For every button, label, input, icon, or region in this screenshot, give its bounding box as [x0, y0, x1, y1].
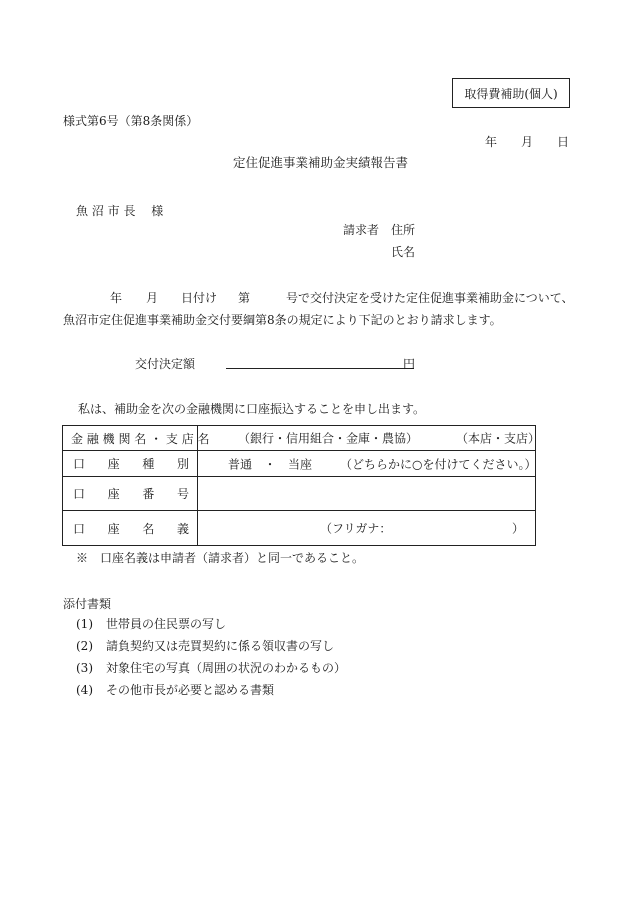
- label-char: 口: [73, 457, 86, 472]
- label-char: 口: [73, 487, 86, 502]
- account-type-value-cell[interactable]: [198, 451, 536, 476]
- label-char: 名: [142, 521, 155, 536]
- label-char: 種: [142, 457, 155, 472]
- account-number-value-cell[interactable]: [198, 476, 536, 511]
- body-number-prefix: 第: [238, 291, 251, 305]
- attachment-num: (4): [76, 683, 93, 697]
- body-line1-rest: 号で交付決定を受けた定住促進事業補助金について、: [286, 291, 574, 305]
- bank-name-row: [63, 426, 536, 451]
- furigana-close: ）: [512, 521, 525, 536]
- label-char: 号: [176, 487, 189, 502]
- attachment-num: (1): [76, 617, 93, 631]
- amount-input-line[interactable]: [226, 368, 414, 369]
- bank-types: （銀行・信用組合・金庫・農協）: [238, 431, 419, 446]
- bank-name-label: 金 融 機 関 名 ・ 支 店 名: [71, 431, 210, 446]
- date-day: 日: [557, 135, 570, 149]
- label-char: 座: [107, 487, 120, 502]
- address-label: 住所: [391, 223, 416, 237]
- bank-name-value-cell[interactable]: [198, 426, 541, 451]
- branch-types: （本店・支店）: [456, 431, 541, 446]
- account-holder-note: ※ 口座名義は申請者（請求者）と同一であること。: [76, 551, 365, 565]
- account-number-label: [63, 485, 197, 502]
- account-number-row: [63, 476, 536, 511]
- attachment-num: (2): [76, 639, 93, 653]
- account-type-label-cell: [63, 451, 198, 476]
- attachment-item: その他市長が必要と認める書類: [106, 683, 275, 697]
- date-month: 月: [521, 135, 534, 149]
- body-line2: 魚沼市定住促進事業補助金交付要綱第8条の規定により下記のとおり請求します。: [63, 313, 502, 327]
- amount-unit: 円: [403, 357, 416, 371]
- amount-label: 交付決定額: [135, 357, 196, 371]
- label-char: 座: [107, 457, 120, 472]
- subsidy-type-label: 取得費補助(個人): [464, 86, 558, 101]
- attachment-item: 対象住宅の写真（周囲の状況のわかるもの）: [106, 661, 347, 675]
- label-char: 番: [142, 487, 155, 502]
- body-month: 月: [146, 291, 159, 305]
- addressee: 魚 沼 市 長 様: [76, 204, 164, 218]
- page-title: 定住促進事業補助金実績報告書: [233, 155, 409, 170]
- furigana-label: （フリガナ：: [320, 521, 392, 536]
- attachment-item: 世帯員の住民票の写し: [106, 617, 227, 631]
- date-year: 年: [485, 135, 498, 149]
- account-number-label-cell: [63, 476, 198, 511]
- account-holder-value-cell[interactable]: [198, 511, 536, 546]
- form-reference: 様式第6号（第8条関係）: [63, 114, 199, 128]
- account-holder-row: [63, 511, 536, 546]
- account-type-note: （どちらかに○を付けてください。）: [340, 457, 537, 472]
- name-label: 氏名: [391, 245, 416, 259]
- account-holder-label-cell: [63, 511, 198, 546]
- account-type-label: [63, 455, 197, 472]
- attachment-num: (3): [76, 661, 93, 675]
- label-char: 座: [107, 521, 120, 536]
- label-char: 義: [176, 521, 189, 536]
- account-holder-label: [63, 520, 197, 537]
- attachments-heading: 添付書類: [63, 597, 112, 611]
- label-char: 別: [176, 457, 189, 472]
- requester-label: 請求者: [343, 223, 380, 237]
- bank-name-label-cell: [63, 426, 210, 451]
- account-type-options[interactable]: 普通 ・ 当座: [228, 457, 313, 472]
- label-char: 口: [73, 521, 86, 536]
- subsidy-type-box: [452, 78, 570, 108]
- attachment-item: 請負契約又は売買契約に係る領収書の写し: [106, 639, 335, 653]
- account-type-row: [63, 451, 536, 476]
- transfer-statement: 私は、補助金を次の金融機関に口座振込することを申し出ます。: [78, 402, 426, 416]
- body-year: 年: [110, 291, 123, 305]
- bank-account-table: [62, 425, 541, 546]
- body-date-suffix: 日付け: [181, 291, 218, 305]
